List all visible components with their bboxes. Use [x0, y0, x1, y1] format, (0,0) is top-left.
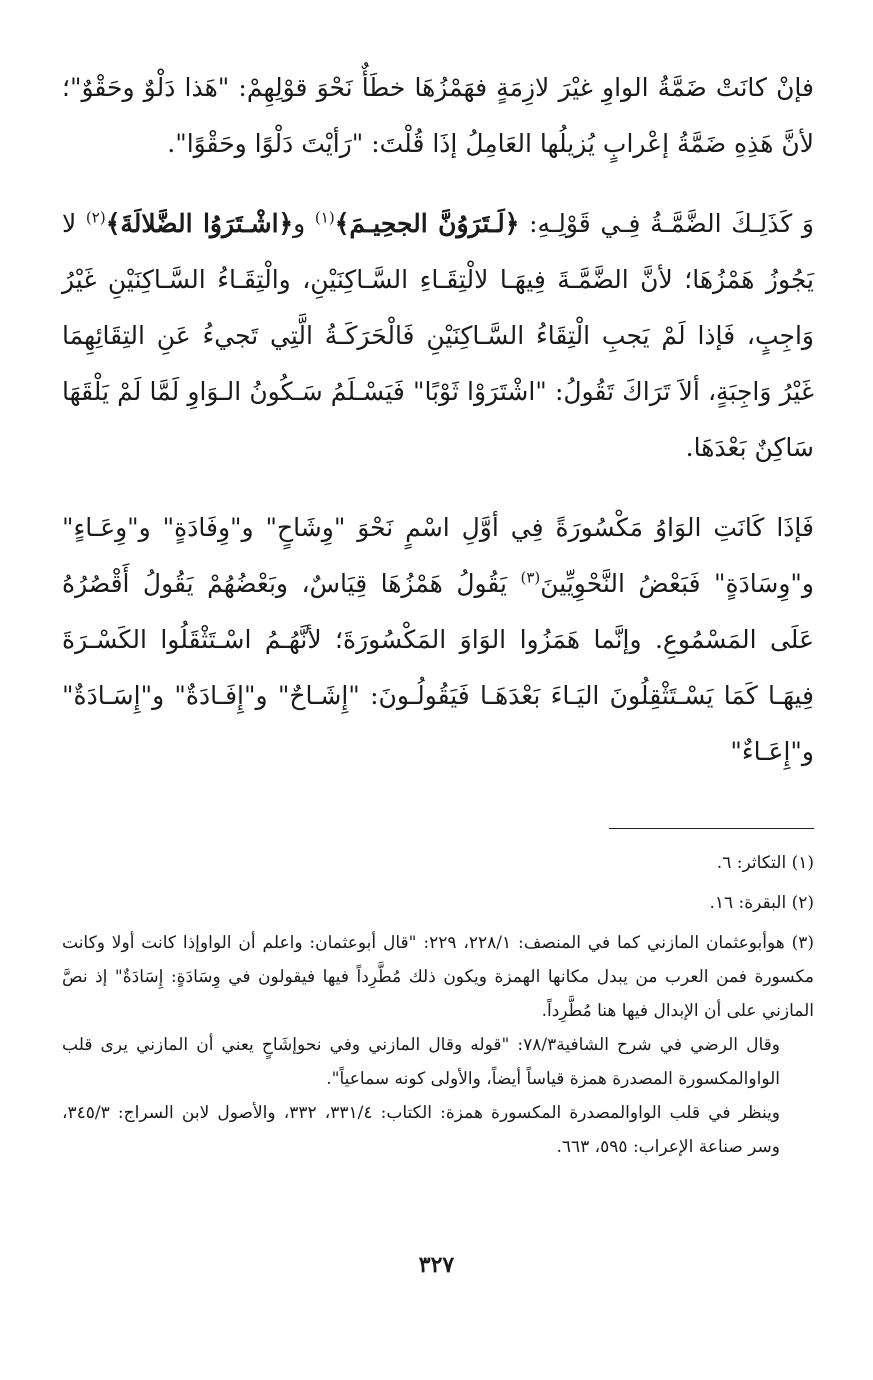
main-text	[62, 60, 814, 780]
quran-quote-2: ﴿اشْـتَرَوُا الضَّلالَةَ﴾	[105, 209, 294, 238]
footnote-ref-3[interactable]: (٣)	[520, 568, 541, 587]
footnote-3	[62, 926, 814, 1164]
paragraph-2-intro: وَ كَذَلِـكَ الضَّمَّـةُ فِـي قَوْلِـهِ:	[519, 209, 814, 238]
footnote-3-line-3: وينظر في قلب الواوالمصدرة المكسورة همزة: الكتاب: ٣٣١/٤، ٣٣٢، والأصول لابن السراج: ٣٤٥/٣، وسر صناعة الإعراب: ٥٩٥، ٦٦٣.	[62, 1103, 781, 1157]
footnote-3-line-2: وقال الرضي في شرح الشافية٧٨/٣: "قوله وقال المازني وفي نحوإشَاحٍ يعني أن المازني يرى قلب الواوالمكسورة المصدرة همزة قياساً أيضاً، والأولى كونه سماعياً".	[62, 1035, 780, 1089]
book-page	[62, 60, 814, 1360]
quran-quote-1: ﴿لَـتَرَوُنَّ الجحِيـمَ﴾	[334, 209, 520, 238]
footnote-separator	[609, 828, 814, 829]
paragraph-3-intro: فَإذَا كَانَتِ الوَاوُ مَكْسُورَةً فِي أوَّلِ اسْمٍ نَحْوَ "وِشَاحٍ" و"وِفَادَةٍ" و"وِعَـاءٍ" و"وِسَادَةٍ" فَبَعْضُ النَّحْوِيِّينَ	[62, 513, 814, 598]
footnote-1: (١) التكاثر: ٦.	[716, 853, 814, 873]
paragraph-2-conjunction: و	[293, 209, 315, 238]
footnotes	[62, 846, 814, 1170]
paragraph-1-text: فإنْ كانَتْ ضَمَّةُ الواوِ غيْرَ لازِمَةٍ فهَمْزُهَا خطَأٌ نَحْوَ قوْلِهِمْ: "هَذا دَلْوٌ وحَقْوٌ"؛ لأنَّ هَذِهِ ضَمَّةُ إعْرابٍ يُزيلُها العَامِلُ إذَا قُلْتَ: "رَأيْتَ دَلْوًا وحَقْوًا".	[62, 73, 814, 158]
footnote-3-line-1: (٣) هوأبوعثمان المازني كما في المنصف: ٢٢٨/١، ٢٢٩: "قال أبوعثمان: واعلم أن الواوإذا كانت أولا وكانت مكسورة فمن العرب من يبدل مكانها الهمزة ويكون ذلك مُطَّرِداً فيها فيقولون في وِسَادَةٍ: إِسَادَةٌ" إذ نصَّ المازني على أن الإبدال فيها هنا مُطَّرِداً.	[62, 933, 814, 1021]
footnote-ref-2[interactable]: (٢)	[85, 208, 106, 227]
paragraph-3	[62, 500, 814, 780]
footnote-ref-1[interactable]: (١)	[314, 208, 335, 227]
paragraph-2	[62, 196, 814, 476]
paragraph-2-text: لا يَجُوزُ هَمْزُهَا؛ لأنَّ الضَّمَّـةَ فِيهَـا لالْتِقَـاءِ السَّـاكِنَيْنِ، والْتِقَـاءُ السَّـاكِنَيْنِ غَيْرُ وَاجِبٍ، فَإذا لَمْ يَجبِ الْتِقَاءُ السَّـاكِنَيْنِ فَالْحَرَكَـةُ الَّتِي تَجيءُ عَنِ التِقَائِهِمَا غَيْرُ وَاجِبَةٍ، ألاَ تَرَاكَ تَقُولُ: "اشْتَرَوْا ثَوْبًا" فَيَسْـلَمُ سَـكُونُ الـوَاوِ لَمَّا لَمْ يَلْقَهَا سَاكِنٌ بَعْدَهَا.	[62, 209, 814, 462]
paragraph-1	[62, 60, 814, 172]
paragraph-3-text: يَقُولُ هَمْزُهَا قِيَاسٌ، وبَعْضُهُمْ يَقُولُ أَقْصُرُهُ عَلَى المَسْمُوعِ. وإنَّما هَمَزُوا الوَاوَ المَكْسُورَةَ؛ لأنَّهُـمُ اسْـتَثْقَلُوا الكَسْـرَةَ فِيهَـا كَمَا يَسْـتَثْقِلُونَ اليَـاءَ بَعْدَهَـا فَيَقُولُـونَ: "إِشَـاحٌ" و"إِفَـادَةٌ" و"إِسَـادَةٌ" و"إِعَـاءٌ"	[62, 569, 814, 766]
page-number: ٣٢٧	[418, 1252, 455, 1278]
footnote-2: (٢) البقرة: ١٦.	[709, 893, 814, 913]
